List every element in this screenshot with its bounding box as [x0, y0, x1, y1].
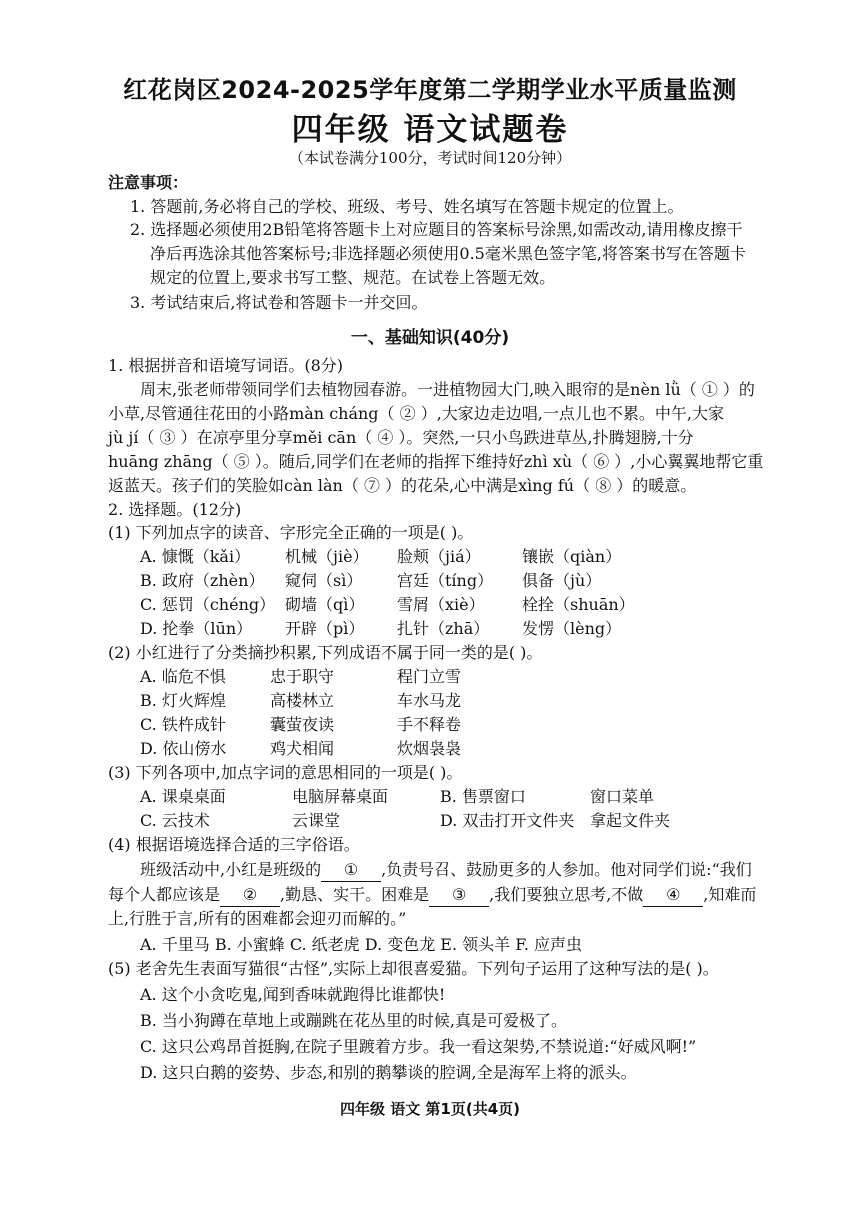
- q2-sub1-option: 雪屑（xiè）: [397, 595, 485, 614]
- q2-sub1-option: 宫廷（tíng）: [397, 571, 494, 590]
- q2-sub2-option: 囊萤夜读: [270, 715, 335, 734]
- q2-sub1-option: 脸颊（jiá）: [397, 547, 481, 566]
- q2-sub4-choices: A. 千里马 B. 小蜜蜂 C. 纸老虎 D. 变色龙 E. 领头羊 F. 应声虫: [140, 935, 582, 954]
- q2-sub2-option: 炊烟袅袅: [397, 739, 462, 758]
- notice-item-1: 1. 答题前,务必将自己的学校、班级、考号、姓名填写在答题卡规定的位置上。: [130, 197, 684, 216]
- q2-sub3-option: 电脑屏幕桌面: [292, 787, 389, 806]
- q2-sub2-option: 鸡犬相闻: [270, 739, 335, 758]
- notice-heading: 注意事项：: [108, 173, 189, 192]
- q1-line: 返蓝天。孩子们的笑脸如càn làn（ ⑦ ）的花朵,心中满是xìng fú（ ⑧ ）的暖意。: [108, 476, 697, 495]
- q2-sub1-option: 镶嵌（qiàn）: [522, 547, 622, 566]
- q2-sub3-option: 云课堂: [292, 811, 341, 830]
- fill-blank-1[interactable]: ①: [321, 859, 381, 882]
- q2-sub3-option: B. 售票窗口: [440, 787, 526, 806]
- q1-line: 周末,张老师带领同学们去植物园春游。一进植物园大门,映入眼帘的是nèn lǜ（ ① ）的: [140, 380, 755, 399]
- q2-sub2-option: A. 临危不惧: [140, 667, 226, 686]
- q2-sub3-option: A. 课桌桌面: [140, 787, 226, 806]
- q2-sub5-prompt: (5) 老舍先生表面写猫很“古怪”,实际上却很喜爱猫。下列句子运用了这种写法的是( )。: [108, 959, 719, 978]
- q2-sub5-option: D. 这只白鹅的姿势、步态,和别的鹅攀谈的腔调,全是海军上将的派头。: [140, 1063, 637, 1082]
- exam-subtitle-grade: 四年级 语文试题卷: [291, 112, 569, 148]
- section-heading: 一、基础知识(40分): [350, 328, 510, 348]
- q2-sub4-prompt: (4) 根据语境选择合适的三字俗语。: [108, 835, 360, 854]
- notice-item-2-cont: 净后再选涂其他答案标号;非选择题必须使用0.5毫米黑色签字笔,将答案书写在答题卡: [150, 244, 746, 263]
- q2-sub1-option: 砌墙（qì）: [285, 595, 365, 614]
- q2-sub2-option: 高楼林立: [270, 691, 335, 710]
- q2-sub5-option: A. 这个小贪吃鬼,闻到香味就跑得比谁都快!: [140, 985, 446, 1004]
- q2-sub1-option: 扎针（zhā）: [397, 619, 490, 638]
- q2-sub2-option: D. 依山傍水: [140, 739, 227, 758]
- q2-sub1-option: A. 慷慨（kǎi）: [140, 547, 251, 566]
- q2-sub3-option: C. 云技术: [140, 811, 210, 830]
- q1-prompt: 1. 根据拼音和语境写词语。(8分): [108, 356, 344, 375]
- q2-sub5-option: C. 这只公鸡昂首挺胸,在院子里踱着方步。我一看这架势,不禁说道:“好威风啊!”: [140, 1037, 697, 1056]
- q2-sub3-option: D. 双击打开文件夹: [440, 811, 575, 830]
- q2-sub4-line2: 每个人都应该是 ② ,勤恳、实干。困难是 ③ ,我们要独立思考,不做 ④ ,知难而: [108, 884, 756, 907]
- q1-line: jù jí（ ③ ）在凉亭里分享měi cān（ ④ ）。突然,一只小鸟跌进草丛,扑腾翅膀,十分: [108, 428, 694, 447]
- q2-sub4-line1: 班级活动中,小红是班级的 ① ,负责号召、鼓励更多的人参加。他对同学们说:“我们: [140, 859, 752, 882]
- q2-sub1-option: B. 政府（zhèn）: [140, 571, 265, 590]
- q2-sub1-option: C. 惩罚（chéng）: [140, 595, 276, 614]
- exam-info: （本试卷满分100分，考试时间120分钟）: [288, 149, 572, 167]
- q2-prompt: 2. 选择题。(12分): [108, 500, 242, 519]
- q2-sub2-option: C. 铁杵成针: [140, 715, 226, 734]
- exam-title: 红花岗区2024-2025学年度第二学期学业水平质量监测: [123, 76, 737, 104]
- q2-sub1-option: 俱备（jù）: [522, 571, 602, 590]
- q2-sub1-option: D. 抡拳（lūn）: [140, 619, 253, 638]
- q2-sub1-option: 栓拴（shuān）: [522, 595, 635, 614]
- q2-sub3-option: 拿起文件夹: [590, 811, 671, 830]
- q2-sub2-option: 忠于职守: [270, 667, 335, 686]
- q2-sub1-option: 机械（jiè）: [285, 547, 369, 566]
- q2-sub5-option: B. 当小狗蹲在草地上或蹦跳在花丛里的时候,真是可爱极了。: [140, 1011, 568, 1030]
- q2-sub3-prompt: (3) 下列各项中,加点字词的意思相同的一项是( )。: [108, 763, 463, 782]
- q2-sub2-option: 手不释卷: [397, 715, 462, 734]
- q2-sub2-option: B. 灯火辉煌: [140, 691, 226, 710]
- q1-line: huāng zhāng（ ⑤ ）。随后,同学们在老师的指挥下维持好zhì xù（ ⑥ ）,小心翼翼地帮它重: [108, 452, 764, 471]
- notice-item-2-cont2: 规定的位置上,要求书写工整、规范。在试卷上答题无效。: [150, 268, 556, 287]
- q2-sub1-prompt: (1) 下列加点字的读音、字形完全正确的一项是( )。: [108, 523, 474, 542]
- q2-sub2-prompt: (2) 小红进行了分类摘抄积累,下列成语不属于同一类的是( )。: [108, 643, 543, 662]
- q2-sub1-option: 发愣（lèng）: [522, 619, 622, 638]
- page-footer: 四年级 语文 第1页(共4页): [339, 1100, 521, 1118]
- fill-blank-2[interactable]: ②: [220, 884, 280, 907]
- q2-sub1-option: 开辟（pì）: [285, 619, 365, 638]
- fill-blank-4[interactable]: ④: [643, 884, 703, 907]
- q2-sub1-option: 窥伺（sì）: [285, 571, 363, 590]
- notice-item-3: 3. 考试结束后,将试卷和答题卡一并交回。: [130, 293, 428, 312]
- q2-sub2-option: 车水马龙: [397, 691, 462, 710]
- notice-item-2: 2. 选择题必须使用2B铅笔将答题卡上对应题目的答案标号涂黑,如需改动,请用橡皮擦干: [130, 220, 743, 239]
- q2-sub2-option: 程门立雪: [397, 667, 462, 686]
- fill-blank-3[interactable]: ③: [429, 884, 489, 907]
- q2-sub4-line3: 上,行胜于言,所有的困难都会迎刃而解的。”: [108, 909, 407, 928]
- q1-line: 小草,尽管通往花田的小路màn cháng（ ② ）,大家边走边唱,一点儿也不累。中午,大家: [108, 404, 724, 423]
- q2-sub3-option: 窗口菜单: [590, 787, 655, 806]
